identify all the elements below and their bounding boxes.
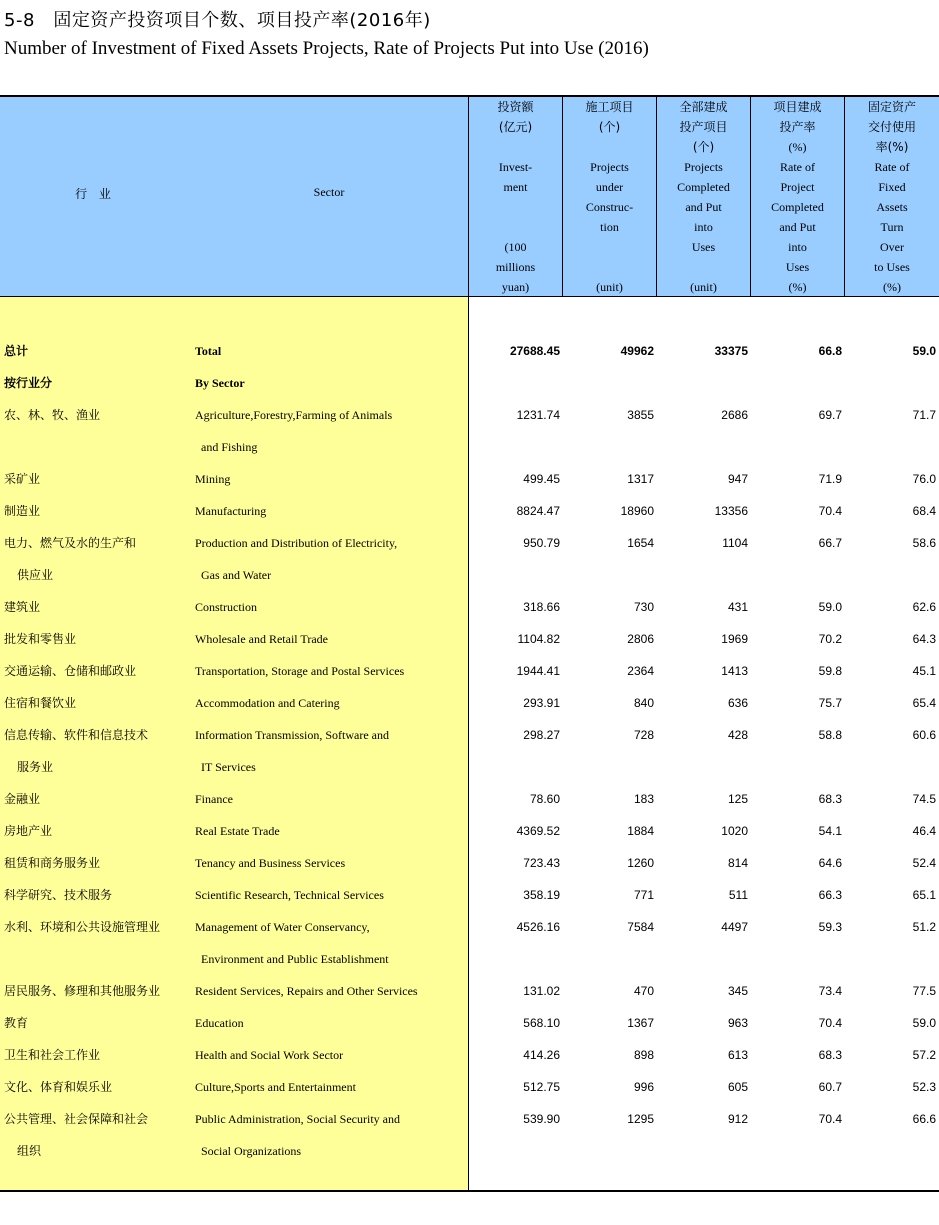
sector-name-cn-cont: 服务业 <box>17 760 54 774</box>
statistics-table <box>0 95 939 1192</box>
sector-name-cn: 水利、环境和公共设施管理业 <box>4 920 161 934</box>
sector-name-en: Construction <box>195 600 257 614</box>
projects-completed-value: 2686 <box>721 408 748 422</box>
header-line: (%) <box>883 280 901 294</box>
projects-completed-value: 912 <box>727 1112 748 1126</box>
header-line: 投产率 <box>779 120 816 134</box>
investment-value: 298.27 <box>523 728 560 742</box>
table-row <box>0 1039 939 1071</box>
rate-fixed-assets-value: 77.5 <box>912 984 936 998</box>
sector-name-en: Manufacturing <box>195 504 267 518</box>
header-line: and Put <box>685 200 722 214</box>
sector-name-en-cont: IT Services <box>201 760 256 774</box>
investment-value: 723.43 <box>523 856 560 870</box>
sector-name-cn: 科学研究、技术服务 <box>4 888 113 902</box>
projects-under-construction-value: 3855 <box>627 408 654 422</box>
investment-value: 1231.74 <box>516 408 560 422</box>
header-line: (unit) <box>690 280 717 294</box>
projects-completed-value: 636 <box>727 696 748 710</box>
investment-value: 539.90 <box>523 1112 560 1126</box>
rate-fixed-assets-value: 71.7 <box>912 408 936 422</box>
table-row <box>0 1103 939 1167</box>
header-line <box>563 137 656 157</box>
projects-completed-value: 814 <box>727 856 748 870</box>
investment-value: 4526.16 <box>516 920 560 934</box>
sector-name-en-cont: Social Organizations <box>201 1144 302 1158</box>
investment-value: 950.79 <box>523 536 560 550</box>
header-rate-completed <box>751 97 844 296</box>
table-row <box>0 783 939 815</box>
header-line: (%) <box>788 280 807 294</box>
rate-fixed-assets-value: 64.3 <box>912 632 936 646</box>
header-line: Rate of <box>780 160 815 174</box>
sector-name-cn: 租赁和商务服务业 <box>4 856 101 870</box>
rate-completed-value: 66.8 <box>818 344 842 358</box>
rate-completed-value: 70.4 <box>818 1016 842 1030</box>
projects-under-construction-value: 1317 <box>627 472 654 486</box>
rate-fixed-assets-value: 57.2 <box>912 1048 936 1062</box>
projects-under-construction-value: 1884 <box>627 824 654 838</box>
rate-completed-value: 59.3 <box>818 920 842 934</box>
table-row <box>0 335 939 367</box>
sector-name-en: Management of Water Conservancy, <box>195 920 370 934</box>
table-row <box>0 1071 939 1103</box>
projects-completed-value: 605 <box>727 1080 748 1094</box>
header-line: (unit) <box>596 280 623 294</box>
header-sector-cn: 行 业 <box>75 187 115 201</box>
investment-value: 512.75 <box>523 1080 560 1094</box>
sector-name-en: Real Estate Trade <box>195 824 280 838</box>
header-investment <box>469 97 562 296</box>
investment-value: 78.60 <box>529 792 560 806</box>
sector-name-cn: 农、林、牧、渔业 <box>4 408 101 422</box>
sector-name-en: Production and Distribution of Electricity, <box>195 536 398 550</box>
projects-completed-value: 431 <box>727 600 748 614</box>
table-title-cn: 5-8 固定资产投资项目个数、项目投产率(2016年) <box>4 10 431 31</box>
rate-completed-value: 66.7 <box>818 536 842 550</box>
rate-fixed-assets-value: 51.2 <box>912 920 936 934</box>
projects-under-construction-value: 730 <box>633 600 654 614</box>
header-line: into <box>694 220 713 234</box>
rate-fixed-assets-value: 58.6 <box>912 536 936 550</box>
header-line: 投资额 <box>497 100 534 114</box>
rate-fixed-assets-value: 65.1 <box>912 888 936 902</box>
bottom-rule <box>0 1190 939 1192</box>
header-line: millions <box>495 260 536 274</box>
header-line: 全部建成 <box>679 100 728 114</box>
sector-name-cn: 按行业分 <box>4 376 53 390</box>
projects-completed-value: 613 <box>727 1048 748 1062</box>
sector-name-cn: 采矿业 <box>4 472 41 486</box>
header-line: Completed <box>677 180 730 194</box>
header-line: (个) <box>692 140 715 154</box>
header-line: (100 <box>504 240 527 254</box>
projects-under-construction-value: 183 <box>633 792 654 806</box>
sector-name-en: Public Administration, Social Security and <box>195 1112 400 1126</box>
projects-completed-value: 345 <box>727 984 748 998</box>
header-line: (亿元) <box>498 120 533 134</box>
sector-name-cn: 建筑业 <box>4 600 41 614</box>
rate-fixed-assets-value: 65.4 <box>912 696 936 710</box>
rate-completed-value: 59.0 <box>818 600 842 614</box>
sector-name-en-cont: Environment and Public Establishment <box>201 952 389 966</box>
rate-completed-value: 71.9 <box>818 472 842 486</box>
rate-completed-value: 70.4 <box>818 504 842 518</box>
table-row <box>0 463 939 495</box>
rate-completed-value: 64.6 <box>818 856 842 870</box>
projects-completed-value: 963 <box>727 1016 748 1030</box>
rate-completed-value: 59.8 <box>818 664 842 678</box>
projects-under-construction-value: 470 <box>633 984 654 998</box>
rate-fixed-assets-value: 60.6 <box>912 728 936 742</box>
header-line: and Put <box>779 220 816 234</box>
header-line <box>657 257 750 277</box>
rate-fixed-assets-value: 52.3 <box>912 1080 936 1094</box>
header-line: Turn <box>880 220 904 234</box>
header-line: tion <box>600 220 619 234</box>
header-rate-fixed-assets <box>845 97 939 296</box>
projects-under-construction-value: 1367 <box>627 1016 654 1030</box>
table-row <box>0 975 939 1007</box>
projects-completed-value: 511 <box>728 888 748 902</box>
sector-name-cn: 总计 <box>4 344 29 358</box>
sector-name-cn: 批发和零售业 <box>4 632 77 646</box>
projects-under-construction-value: 996 <box>633 1080 654 1094</box>
sector-name-en-cont: and Fishing <box>201 440 258 454</box>
sector-name-cn: 卫生和社会工作业 <box>4 1048 101 1062</box>
investment-value: 293.91 <box>523 696 560 710</box>
table-row <box>0 623 939 655</box>
projects-completed-value: 33375 <box>714 344 748 358</box>
header-line: into <box>788 240 807 254</box>
sector-name-cn: 房地产业 <box>4 824 53 838</box>
sector-name-en: Agriculture,Forestry,Farming of Animals <box>195 408 393 422</box>
header-line: under <box>595 180 624 194</box>
header-line: 交付使用 <box>867 120 916 134</box>
projects-completed-value: 13356 <box>714 504 748 518</box>
header-line: (个) <box>598 120 621 134</box>
header-line: Uses <box>691 240 716 254</box>
header-line <box>469 217 562 237</box>
sector-name-cn: 住宿和餐饮业 <box>4 696 77 710</box>
header-line <box>563 237 656 257</box>
sector-name-cn-cont: 供应业 <box>17 568 54 582</box>
table-row <box>0 399 939 463</box>
sector-name-en: Tenancy and Business Services <box>195 856 346 870</box>
header-line: Construc- <box>585 200 634 214</box>
investment-value: 414.26 <box>523 1048 560 1062</box>
rate-fixed-assets-value: 62.6 <box>912 600 936 614</box>
projects-under-construction-value: 2806 <box>627 632 654 646</box>
table-row <box>0 687 939 719</box>
sector-name-en: Health and Social Work Sector <box>195 1048 344 1062</box>
header-projects-completed <box>657 97 750 296</box>
table-row <box>0 591 939 623</box>
header-line: Uses <box>785 260 810 274</box>
header-projects-under-construction <box>563 97 656 296</box>
rate-completed-value: 75.7 <box>818 696 842 710</box>
sector-name-en: Education <box>195 1016 244 1030</box>
header-line: Invest- <box>498 160 533 174</box>
sector-name-en-cont: Gas and Water <box>201 568 272 582</box>
rate-completed-value: 70.4 <box>818 1112 842 1126</box>
rate-completed-value: 68.3 <box>818 792 842 806</box>
sector-name-cn: 金融业 <box>4 792 41 806</box>
projects-completed-value: 1020 <box>721 824 748 838</box>
sector-name-cn: 居民服务、修理和其他服务业 <box>4 984 161 998</box>
rate-fixed-assets-value: 52.4 <box>912 856 936 870</box>
sector-name-en: Wholesale and Retail Trade <box>195 632 328 646</box>
sector-name-cn: 信息传输、软件和信息技术 <box>4 728 149 742</box>
rate-completed-value: 73.4 <box>818 984 842 998</box>
sector-name-cn: 电力、燃气及水的生产和 <box>4 536 137 550</box>
rate-completed-value: 54.1 <box>818 824 842 838</box>
sector-name-en: Information Transmission, Software and <box>195 728 389 742</box>
projects-under-construction-value: 49962 <box>620 344 654 358</box>
projects-under-construction-value: 840 <box>633 696 654 710</box>
sector-name-en: Culture,Sports and Entertainment <box>195 1080 356 1094</box>
table-row <box>0 527 939 591</box>
sector-name-cn: 文化、体育和娱乐业 <box>4 1080 113 1094</box>
sector-name-en: By Sector <box>195 376 245 390</box>
rate-fixed-assets-value: 45.1 <box>912 664 936 678</box>
sector-name-cn-cont: 组织 <box>17 1144 42 1158</box>
sector-name-en: Finance <box>195 792 233 806</box>
header-line: (%) <box>788 140 807 154</box>
projects-under-construction-value: 18960 <box>620 504 654 518</box>
sector-name-en: Transportation, Storage and Postal Services <box>195 664 405 678</box>
projects-completed-value: 1413 <box>721 664 748 678</box>
header-line <box>469 137 562 157</box>
sector-name-cn: 教育 <box>4 1016 29 1030</box>
projects-under-construction-value: 1260 <box>627 856 654 870</box>
header-line: Assets <box>876 200 908 214</box>
rate-completed-value: 69.7 <box>818 408 842 422</box>
header-sector-en: Sector <box>313 185 345 199</box>
rate-completed-value: 58.8 <box>818 728 842 742</box>
table-row <box>0 879 939 911</box>
sector-name-en: Resident Services, Repairs and Other Services <box>195 984 418 998</box>
header-line: Over <box>880 240 904 254</box>
table-row <box>0 847 939 879</box>
projects-completed-value: 947 <box>727 472 748 486</box>
header-line: 投产项目 <box>679 120 728 134</box>
header-line: Projects <box>684 160 723 174</box>
sector-name-en: Total <box>195 344 222 358</box>
investment-value: 1944.41 <box>516 664 560 678</box>
investment-value: 358.19 <box>523 888 560 902</box>
sector-name-en: Accommodation and Catering <box>195 696 340 710</box>
header-line: Projects <box>590 160 629 174</box>
header-line: 项目建成 <box>773 100 822 114</box>
projects-under-construction-value: 1295 <box>627 1112 654 1126</box>
header-line: Rate of <box>874 160 910 174</box>
rate-completed-value: 66.3 <box>818 888 842 902</box>
investment-value: 499.45 <box>523 472 560 486</box>
rate-fixed-assets-value: 59.0 <box>912 344 936 358</box>
header-line <box>563 257 656 277</box>
table-row <box>0 719 939 783</box>
header-line: yuan) <box>501 280 530 294</box>
projects-completed-value: 1104 <box>722 536 748 550</box>
header-line: ment <box>503 180 528 194</box>
sector-name-cn: 交通运输、仓储和邮政业 <box>4 664 137 678</box>
table-row <box>0 495 939 527</box>
rate-fixed-assets-value: 74.5 <box>912 792 936 806</box>
table-row <box>0 1007 939 1039</box>
projects-under-construction-value: 728 <box>633 728 654 742</box>
projects-under-construction-value: 2364 <box>627 664 654 678</box>
rate-fixed-assets-value: 46.4 <box>912 824 936 838</box>
rate-completed-value: 70.2 <box>818 632 842 646</box>
rate-fixed-assets-value: 66.6 <box>912 1112 936 1126</box>
rate-fixed-assets-value: 68.4 <box>912 504 936 518</box>
investment-value: 1104.82 <box>517 632 560 646</box>
sector-name-en: Scientific Research, Technical Services <box>195 888 384 902</box>
table-row <box>0 655 939 687</box>
rate-fixed-assets-value: 59.0 <box>912 1016 936 1030</box>
header-line: Fixed <box>878 180 906 194</box>
investment-value: 4369.52 <box>516 824 560 838</box>
projects-completed-value: 125 <box>727 792 748 806</box>
header-line: to Uses <box>874 260 910 274</box>
investment-value: 8824.47 <box>516 504 560 518</box>
table-title-en: Number of Investment of Fixed Assets Projects, Rate of Projects Put into Use (2016) <box>4 38 649 59</box>
projects-completed-value: 428 <box>727 728 748 742</box>
projects-under-construction-value: 7584 <box>627 920 654 934</box>
investment-value: 318.66 <box>523 600 560 614</box>
header-line: Completed <box>771 200 824 214</box>
investment-value: 568.10 <box>523 1016 560 1030</box>
header-line: Project <box>780 180 815 194</box>
projects-under-construction-value: 1654 <box>627 536 654 550</box>
rate-completed-value: 68.3 <box>818 1048 842 1062</box>
projects-completed-value: 1969 <box>721 632 748 646</box>
sector-name-cn: 公共管理、社会保障和社会 <box>4 1112 149 1126</box>
projects-completed-value: 4497 <box>721 920 748 934</box>
header-line: 施工项目 <box>585 100 634 114</box>
investment-value: 27688.45 <box>509 344 560 358</box>
sector-name-cn: 制造业 <box>4 504 41 518</box>
table-body <box>0 335 939 1167</box>
table-row <box>0 911 939 975</box>
projects-under-construction-value: 771 <box>633 888 654 902</box>
rate-fixed-assets-value: 76.0 <box>912 472 936 486</box>
projects-under-construction-value: 898 <box>633 1048 654 1062</box>
sector-name-en: Mining <box>195 472 231 486</box>
rate-completed-value: 60.7 <box>818 1080 842 1094</box>
header-line: 固定资产 <box>867 100 916 114</box>
table-row <box>0 815 939 847</box>
header-line: 率(%) <box>875 140 909 154</box>
investment-value: 131.02 <box>523 984 560 998</box>
header-line <box>469 197 562 217</box>
table-row <box>0 367 939 399</box>
